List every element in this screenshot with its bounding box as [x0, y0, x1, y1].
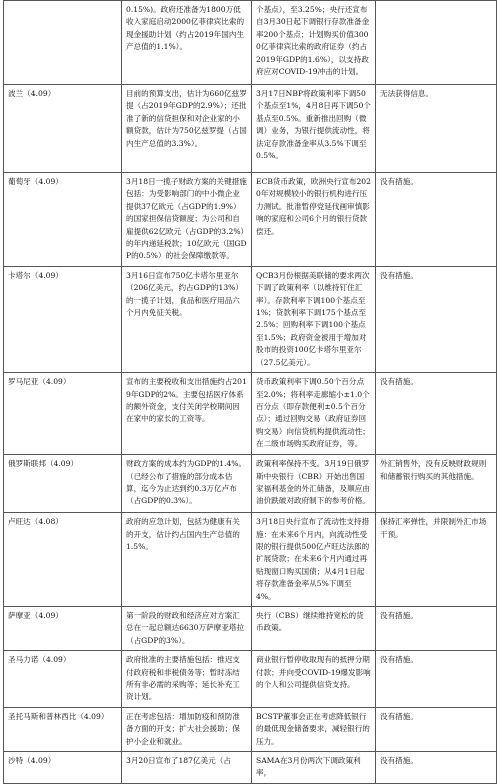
other-measures-cell	[376, 1, 497, 85]
monetary-measures-cell: 政策利率保持不变。3月19日俄罗斯中央银行（CBR）开始出售国家福利基金的外汇储备，及顺应由油价跌破对政府制下的参考价格。	[252, 455, 376, 513]
monetary-measures-cell: BCSTP董事会正在考虑降低银行的最低现金储备要求，减轻银行的压力。	[252, 707, 376, 751]
other-measures-cell: 没有措施。	[376, 173, 497, 267]
country-cell	[4, 1, 122, 85]
country-cell: 罗马尼亚（4.09）	[4, 373, 122, 455]
fiscal-measures-cell: 第一阶段的财政和经济应对方案汇总在一起总额达6630万萨摩亚塔拉（占GDP的3%）。	[122, 606, 252, 650]
monetary-measures-cell: 商业银行暂停收取现有的抵押分期付款；并向受COVID-19爆发影响的个人和公司提供信贷支持。	[252, 651, 376, 708]
monetary-measures-cell: 央行（CBS）继续维持宽松的货币政策。	[252, 606, 376, 650]
country-cell: 圣马力诺（4.09）	[4, 651, 122, 708]
table-row	[4, 85, 497, 173]
fiscal-measures-cell: 宣布的主要税收和支出措施约占2019年GDP的2%。主要包括医疗体系的额外资金，支付关闭学校期间因在家中的家长的工资等。	[122, 373, 252, 455]
fiscal-measures-cell: 财政方案的成本约为GDP的1.4%。（已经公布了措施的部分成本估算，迄今为止达到约0.3万亿卢布（占GDP的0.3%）。	[122, 455, 252, 513]
table-row	[4, 266, 497, 372]
other-measures-cell: 没有措施。	[376, 606, 497, 650]
country-cell: 卡塔尔（4.09）	[4, 266, 122, 372]
table-row	[4, 455, 497, 513]
country-cell: 卢旺达（4.08）	[4, 513, 122, 607]
monetary-measures-cell: QCB3月份根据美联储的要求两次下调了政策利率（以维持钉住汇率）。存款利率下调100个基点至1%；贷款利率下调175个基点至2.5%；回购利率下调100个基点至1.5%；政府资金被用于增加对股市的投资100亿卡塔尔里亚尔（27.5亿美元）。	[252, 266, 376, 372]
table-row	[4, 752, 497, 784]
fiscal-measures-cell: 3月16日宣布750亿卡塔尔里亚尔（206亿美元，约占GDP的13%）的一揽子计划，食品和医疗用品六个月内免征关税。	[122, 266, 252, 372]
monetary-measures-cell: ECB货币政策，欧洲央行宣布2020年对规模较小的银行机构进行压力测试。批准暂停党延伐画审慎影响的家庭和公司6个月的银行贷款偿还。	[252, 173, 376, 267]
other-measures-cell: 没有措施。	[376, 651, 497, 708]
monetary-measures-cell: 3月17日NBP将政策利率下调50个基点至1%，4月8日再下调50个基点至0.5%。重新推出回购（微调）业务，为银行提供流动性，将法定存款准备金率从3.5%下调至0.5%。	[252, 85, 376, 173]
other-measures-cell: 没有措施。	[376, 373, 497, 455]
country-cell: 沙特（4.09）	[4, 752, 122, 784]
fiscal-measures-cell: 正在考虑包括：增加防疫和预防准备方面的开支；扩大社会援助；保护小企业和就业。	[122, 707, 252, 751]
table-row	[4, 606, 497, 650]
country-cell: 波兰（4.09）	[4, 85, 122, 173]
monetary-measures-cell: 个基点），至3.25%；央行还宣布自3月30日起下调银行存款准备金率200个基点；计划购买价值3000亿菲律宾比索的政府证券（约占2019年GDP的1.6%），以支持政府应对COVID-19冲击的计划。	[252, 1, 376, 85]
fiscal-measures-cell: 目前的预算支出，估计为660亿兹罗提（占2019年GDP的2.9%）；还批准了新的信贷担保和对企业家的小额贷款，估计为750亿兹罗提（占国内生产总值的3.3%）。	[122, 85, 252, 173]
fiscal-measures-cell: 政府批准的主要措施包括：推迟支付政府税和非税债务等；暂时冻结所有非必需的采购等；延长补充工资计划。	[122, 651, 252, 708]
other-measures-cell: 没有措施。	[376, 266, 497, 372]
other-measures-cell: 外汇销售外，没有反映财政规则和储蓄银行购买的其他措施。	[376, 455, 497, 513]
country-cell: 俄罗斯联邦（4.09）	[4, 455, 122, 513]
fiscal-measures-cell: 3月18日一揽子财政方案的关键措施包括：为受影响部门的中小微企业提供37亿欧元（占GDP的1.9%）的国家担保信贷额度；为公司和自雇提供62亿欧元（占GDP的3.2%）的年内递延税款；10亿欧元（国GDP的0.5%）的社会保障缴款等。	[122, 173, 252, 267]
country-cell: 萨摩亚（4.09）	[4, 606, 122, 650]
country-cell: 圣托马斯和普林西比（4.09）	[4, 707, 122, 751]
other-measures-cell: 保持汇率弹性，并限制外汇市场干预。	[376, 513, 497, 607]
table-row	[4, 1, 497, 85]
fiscal-measures-cell: 3月20日宣布了187亿美元（占	[122, 752, 252, 784]
table-row	[4, 173, 497, 267]
table-row	[4, 707, 497, 751]
table-row	[4, 651, 497, 708]
policy-table	[3, 0, 497, 784]
monetary-measures-cell: 货币政策利率下调0.50个百分点至2.0%；将利率走廊缩小±1.0个百分点（即存款便利±0.5个百分点）；通过回购交易（政府证券回购交易）向信贷机构提供流动性；在二级市场购买政府证券，等。	[252, 373, 376, 455]
table-row	[4, 373, 497, 455]
other-measures-cell: 没有措施。	[376, 707, 497, 751]
other-measures-cell: 没有措施。	[376, 752, 497, 784]
fiscal-measures-cell: 0.15%)。政府还准备为1800万低收入家庭启动2000亿菲律宾比索的现金援助计划（约占2019年国内生产总值的1.1%）。	[122, 1, 252, 85]
monetary-measures-cell: SAMA在3月份两次下调政策利率，	[252, 752, 376, 784]
fiscal-measures-cell: 政府的应急计划，包括为健康有关的开支，估计约占国内生产总值的1.5%。	[122, 513, 252, 607]
table-row	[4, 513, 497, 607]
monetary-measures-cell: 3月18日央行宣布了流动性支持措施：在未来6个月内，向流动性受限的银行提供500亿卢旺达法郎的扩展贷款；在未来6个月内通过再贴现窗口购买国债；从4月1日起将存款准备金率从5%下调至4%。	[252, 513, 376, 607]
country-cell: 葡萄牙（4.09）	[4, 173, 122, 267]
other-measures-cell: 无法获得信息。	[376, 85, 497, 173]
